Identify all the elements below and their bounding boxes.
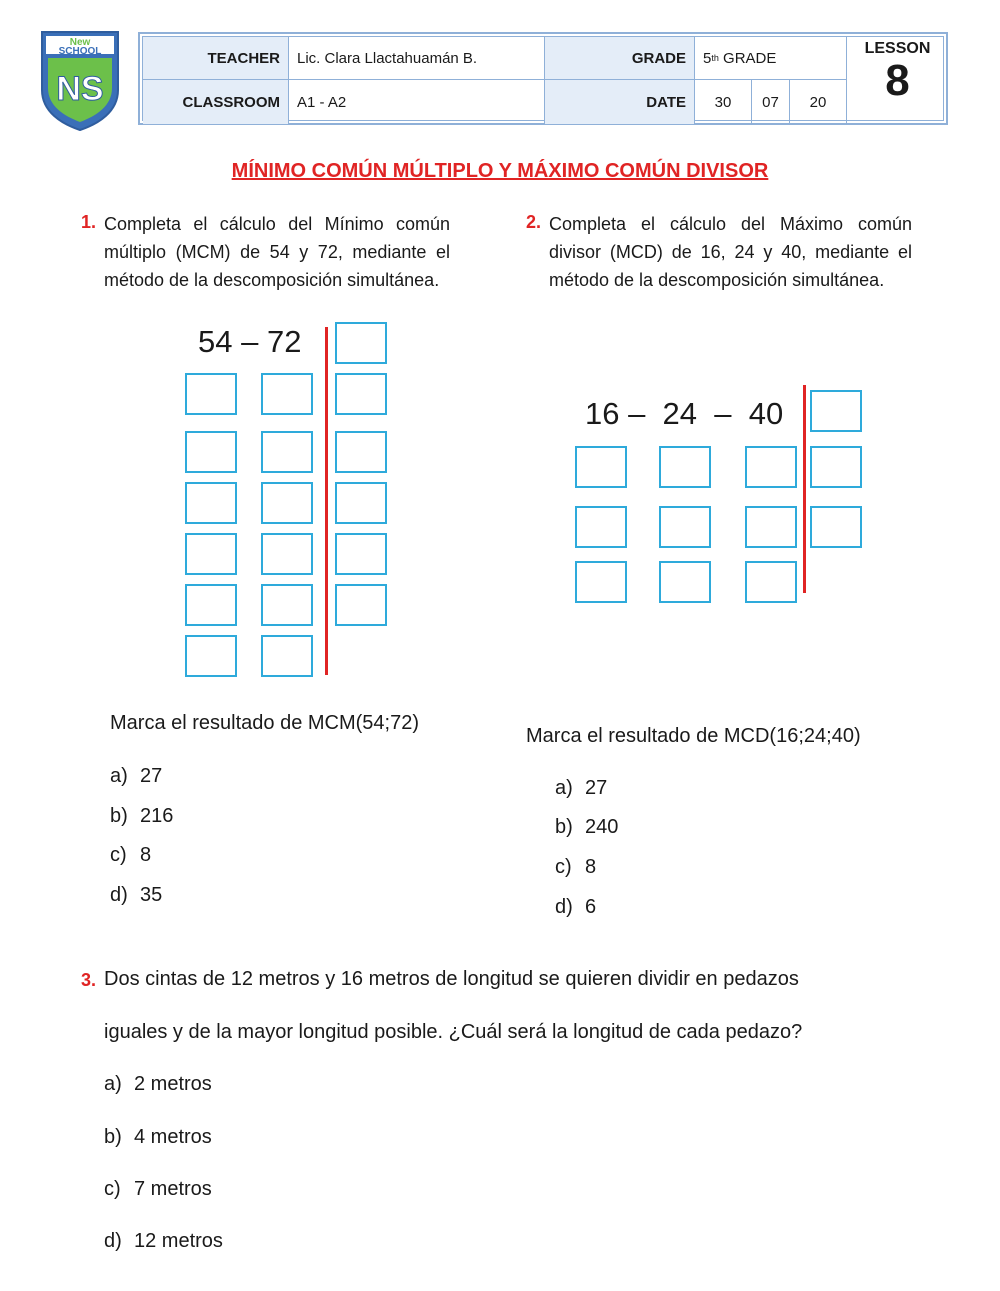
option-value: 35	[140, 884, 163, 906]
lesson-box	[847, 37, 948, 124]
option-letter: d)	[555, 896, 573, 918]
q1-box[interactable]	[185, 482, 237, 524]
q2-box[interactable]	[659, 561, 711, 603]
q1-factor-box[interactable]	[335, 533, 387, 575]
q1-box[interactable]	[261, 584, 313, 626]
q1-option[interactable]	[110, 805, 173, 828]
q2-prompt: Marca el resultado de MCD(16;24;40)	[526, 725, 861, 747]
q3-option[interactable]	[104, 1126, 212, 1149]
school-logo	[38, 28, 122, 132]
grade-value	[695, 37, 847, 80]
q1-box[interactable]	[185, 373, 237, 415]
q3-option[interactable]	[104, 1230, 223, 1253]
option-value: 216	[140, 805, 174, 827]
q2-option[interactable]	[555, 816, 618, 839]
grade-word: GRADE	[723, 49, 777, 67]
q1-box[interactable]	[185, 584, 237, 626]
q2-box[interactable]	[575, 561, 627, 603]
option-letter: d)	[110, 884, 128, 906]
option-value: 8	[585, 856, 597, 878]
q2-box[interactable]	[659, 506, 711, 548]
q1-option[interactable]	[110, 884, 162, 907]
option-letter: b)	[110, 805, 128, 827]
q1-box[interactable]	[261, 431, 313, 473]
page-title: MÍNIMO COMÚN MÚLTIPLO Y MÁXIMO COMÚN DIVISOR	[231, 160, 769, 182]
logo-line2: SCHOOL	[58, 46, 102, 57]
q2-box[interactable]	[659, 446, 711, 488]
q1-numbers-head: 54 – 72	[198, 324, 302, 359]
q1-factor-box[interactable]	[335, 482, 387, 524]
q2-box[interactable]	[745, 446, 797, 488]
option-letter: b)	[104, 1126, 122, 1148]
q2-factor-box[interactable]	[810, 446, 862, 488]
header-table	[138, 32, 948, 125]
q1-option[interactable]	[110, 765, 162, 788]
q2-factor-box[interactable]	[810, 390, 862, 432]
q2-number: 2.	[526, 212, 542, 232]
q2-box[interactable]	[745, 561, 797, 603]
q3-text-line1: Dos cintas de 12 metros y 16 metros de longitud se quieren dividir en pedazos	[104, 968, 799, 990]
option-letter: c)	[104, 1178, 121, 1200]
q2-option[interactable]	[555, 856, 596, 879]
option-letter: c)	[555, 856, 572, 878]
option-value: 240	[585, 816, 619, 838]
q3-option[interactable]	[104, 1178, 212, 1201]
grade-label: GRADE	[545, 37, 695, 80]
q1-box[interactable]	[185, 533, 237, 575]
option-value: 4 metros	[134, 1126, 212, 1148]
q1-option[interactable]	[110, 844, 151, 867]
q1-box[interactable]	[185, 635, 237, 677]
q2-factor-box[interactable]	[810, 506, 862, 548]
option-value: 6	[585, 896, 597, 918]
teacher-value: Lic. Clara Llactahuamán B.	[289, 37, 545, 80]
q1-number: 1.	[81, 212, 97, 232]
date-label: DATE	[545, 80, 695, 124]
option-value: 27	[585, 777, 608, 799]
q1-box[interactable]	[261, 635, 313, 677]
option-value: 27	[140, 765, 163, 787]
lesson-number: 8	[885, 56, 910, 105]
logo-initials: NS	[56, 70, 104, 108]
q2-option[interactable]	[555, 777, 607, 800]
q2-numbers-head: 16 – 24 – 40	[585, 396, 784, 431]
option-value: 12 metros	[134, 1230, 223, 1252]
option-value: 7 metros	[134, 1178, 212, 1200]
q2-text: Completa el cálculo del Máximo común divisor (MCD) de 16, 24 y 40, mediante el método de la descomposición simultánea.	[549, 214, 912, 290]
q3-option[interactable]	[104, 1073, 212, 1096]
q2-box[interactable]	[745, 506, 797, 548]
date-day: 30	[695, 80, 752, 124]
date-month: 07	[752, 80, 790, 124]
option-value: 8	[140, 844, 152, 866]
date-year: 20	[790, 80, 847, 124]
option-letter: a)	[555, 777, 573, 799]
q2-box[interactable]	[575, 506, 627, 548]
q1-prompt: Marca el resultado de MCM(54;72)	[110, 712, 420, 734]
q1-factor-box[interactable]	[335, 373, 387, 415]
q1-factor-box[interactable]	[335, 431, 387, 473]
q1-text: Completa el cálculo del Mínimo común múltiplo (MCM) de 54 y 72, mediante el método de la descomposición simultánea.	[104, 214, 450, 290]
logo-line1: New	[69, 37, 91, 48]
grade-suffix: th	[711, 53, 719, 63]
option-letter: c)	[110, 844, 127, 866]
option-letter: a)	[110, 765, 128, 787]
q1-factor-box[interactable]	[335, 322, 387, 364]
option-value: 2 metros	[134, 1073, 212, 1095]
option-letter: a)	[104, 1073, 122, 1095]
classroom-label: CLASSROOM	[143, 80, 289, 124]
q1-box[interactable]	[185, 431, 237, 473]
q3-number: 3.	[81, 970, 97, 990]
teacher-label: TEACHER	[143, 37, 289, 80]
q3-text-line2: iguales y de la mayor longitud posible. ¿Cuál será la longitud de cada pedazo?	[104, 1021, 803, 1043]
q1-box[interactable]	[261, 373, 313, 415]
q1-box[interactable]	[261, 482, 313, 524]
q1-division-line	[325, 327, 328, 675]
q2-box[interactable]	[575, 446, 627, 488]
q1-box[interactable]	[261, 533, 313, 575]
q2-division-line	[803, 385, 806, 593]
lesson-label: LESSON	[864, 40, 931, 57]
classroom-value: A1 - A2	[289, 80, 545, 124]
option-letter: d)	[104, 1230, 122, 1252]
grade-number: 5	[703, 49, 712, 67]
q2-option[interactable]	[555, 896, 596, 919]
option-letter: b)	[555, 816, 573, 838]
q1-factor-box[interactable]	[335, 584, 387, 626]
